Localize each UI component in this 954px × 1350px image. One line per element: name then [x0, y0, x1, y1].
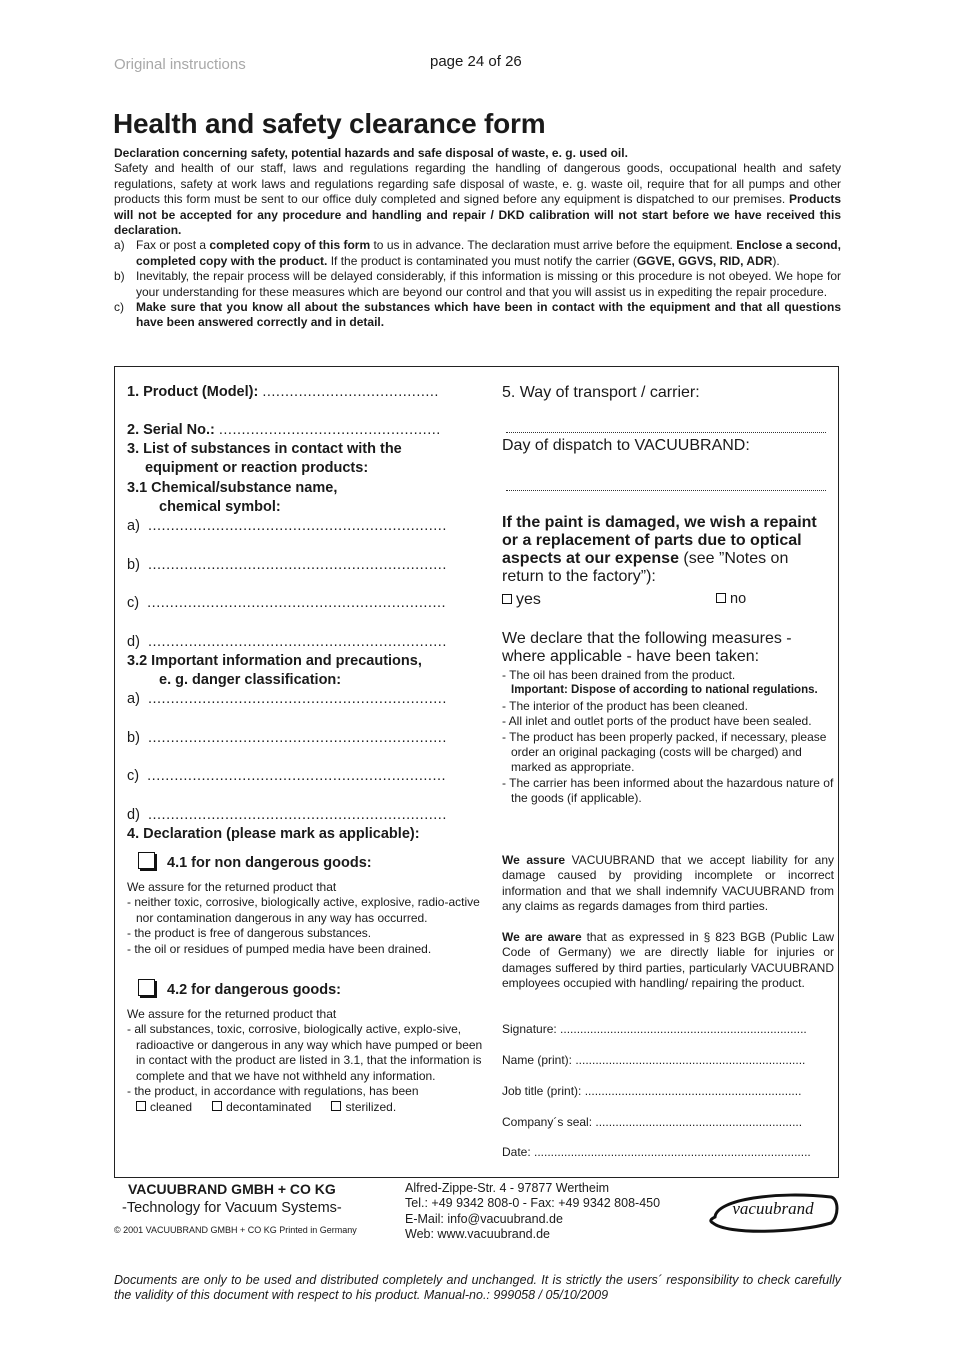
- substance-field-a[interactable]: a) ..................................................................: [127, 518, 447, 534]
- measures-heading: We declare that the following measures - where applicable - have been taken:: [502, 630, 792, 665]
- vacuubrand-logo: [707, 1187, 839, 1235]
- page-title: Health and safety clearance form: [113, 108, 546, 139]
- disclaimer: Documents are only to be used and distributed completely and unchanged. It is strictly the users´ responsibility to check carefully the validity of this document with respect to his product. Manual-no.: 999058 / 05/10/2009: [114, 1273, 841, 1302]
- section-3-2-heading: 3.2 Important information and precautions,: [127, 653, 422, 669]
- intro-item-a: a) Fax or post a completed copy of this form to us in advance. The declaration must arrive before the equipment. Enclose a second, completed copy with the product. If the product is contaminated you must notify the carrier (GGVE, GGVS, RID, ADR).: [114, 238, 841, 268]
- paint-yes-option[interactable]: yes: [502, 591, 834, 609]
- section-3-heading: 3. List of substances in contact with the: [127, 441, 402, 457]
- decontaminated-checkbox[interactable]: [212, 1101, 222, 1111]
- paint-no-option[interactable]: no: [716, 591, 746, 607]
- dangerous-text: We assure for the returned product that - all substances, toxic, corrosive, biologically active, explo-sive, radioactive or dangerous in any way which have pumped or been in contact with the product are listed in 3.1, that the information is complete and that we have not withheld any information. - the product, in accordance with regulations, has been cleaned decontaminated sterilized.: [127, 1007, 483, 1115]
- section-3-heading-cont: equipment or reaction products:: [145, 460, 369, 476]
- substance-field-c[interactable]: c) ..................................................................: [127, 595, 447, 611]
- precaution-field-b[interactable]: b) ..................................................................: [127, 730, 447, 746]
- precaution-field-d[interactable]: d) ..................................................................: [127, 807, 447, 823]
- section-5-heading: 5. Way of transport / carrier:: [502, 384, 700, 401]
- substance-field-b[interactable]: b) ..................................................................: [127, 557, 447, 573]
- assure-paragraph: We assure VACUUBRAND that we accept liability for any damage caused by providing incomplete or incorrect information and that we shall indemnify VACUUBRAND from any claims as regards damages from third parties.: [502, 853, 834, 914]
- non-dangerous-text: We assure for the returned product that - neither toxic, corrosive, biologically active, explosive, radio-active nor contamination dangerous in any way has occurred. - the product is free of dangerous substances. - the oil or residues of pumped media have been drained.: [127, 880, 480, 956]
- intro-item-c: c) Make sure that you know all about the substances which have been in contact with the equipment and that all questions have been answered correctly and in detail.: [114, 300, 841, 330]
- carrier-field[interactable]: [506, 432, 826, 433]
- precaution-field-c[interactable]: c) ..................................................................: [127, 768, 447, 784]
- cleaned-checkbox[interactable]: [136, 1101, 146, 1111]
- logo-text: vacuubrand: [732, 1199, 814, 1218]
- page-number: page 24 of 26: [430, 53, 522, 70]
- dispatch-label: Day of dispatch to VACUUBRAND:: [502, 437, 750, 454]
- sterilized-option[interactable]: sterilized.: [331, 1100, 396, 1114]
- header-label: Original instructions: [114, 56, 246, 73]
- dangerous-option[interactable]: 4.2 for dangerous goods:: [138, 979, 341, 998]
- company-tagline: -Technology for Vacuum Systems-: [122, 1200, 342, 1216]
- intro-bold-line: Declaration concerning safety, potential hazards and safe disposal of waste, e. g. used oil.: [114, 146, 628, 160]
- name-field[interactable]: Name (print): .....................................................................: [502, 1053, 806, 1067]
- job-title-field[interactable]: Job title (print): .................................................................: [502, 1084, 802, 1098]
- intro-paragraph: Safety and health of our staff, laws and regulations regarding the handling of dangerous goods, occupational health and safety regulations, safety at work laws and regulations regarding safe disposal of waste, e. g. waste oil, require that for all pumps and other products this form must be sent to our office duly completed and signed before any equipment is dispatched to our premises. Products will not be accepted for any procedure and handling and repair / DKD calibration will not start before we have received this declaration.: [114, 161, 841, 238]
- section-4-heading: 4. Declaration (please mark as applicable):: [127, 826, 420, 842]
- precaution-field-a[interactable]: a) ..................................................................: [127, 691, 447, 707]
- section-3-2-heading-cont: e. g. danger classification:: [159, 672, 342, 688]
- dangerous-checkbox[interactable]: [138, 979, 155, 996]
- section-3-1-heading-cont: chemical symbol:: [159, 499, 281, 515]
- dispatch-date-field[interactable]: [506, 490, 826, 491]
- measures-list: - The oil has been drained from the product. Important: Dispose of according to national regulations. - The interior of the product has been cleaned. - All inlet and outlet ports of the product have been sealed. - The product has been properly packed, if necessary, please order an original packaging (costs will be charged) and marked as appropriate. - The carrier has been informed about the hazardous nature of the goods (if applicable).: [502, 668, 834, 806]
- intro-item-b: b) Inevitably, the repair process will be delayed considerably, if this information is missing or this procedure is not obeyed. We hope for your understanding for these measures which are beyond our control and that you will assist us in expediting the repair procedure.: [114, 269, 841, 299]
- decontaminated-option[interactable]: decontaminated: [212, 1100, 311, 1114]
- company-seal-field[interactable]: Company´s seal: ..............................................................: [502, 1115, 803, 1129]
- serial-number-field[interactable]: 2. Serial No.: .................................................: [127, 422, 441, 438]
- substance-field-d[interactable]: d) ..................................................................: [127, 634, 447, 650]
- copyright: © 2001 VACUUBRAND GMBH + CO KG Printed in Germany: [114, 1225, 357, 1235]
- date-field[interactable]: Date: ...................................................................................: [502, 1145, 811, 1159]
- company-name: VACUUBRAND GMBH + CO KG: [128, 1181, 336, 1197]
- product-model-field[interactable]: 1. Product (Model): .......................................: [127, 384, 439, 400]
- aware-paragraph: We are aware that as expressed in § 823 BGB (Public Law Code of Germany) we are directly liable for injuries or damages suffered by third parties, particularly VACUUBRAND employees occupied with handling/ repairing the product.: [502, 930, 834, 991]
- signature-field[interactable]: Signature: ..........................................................................: [502, 1022, 807, 1036]
- paint-yes-checkbox[interactable]: [502, 594, 512, 604]
- cleaned-option[interactable]: cleaned: [136, 1100, 192, 1114]
- sterilized-checkbox[interactable]: [331, 1101, 341, 1111]
- non-dangerous-checkbox[interactable]: [138, 852, 155, 869]
- section-3-1-heading: 3.1 Chemical/substance name,: [127, 480, 338, 496]
- paint-option-text: If the paint is damaged, we wish a repaint or a replacement of parts due to optical aspects at our expense (see ”Notes on return to the factory”):: [502, 514, 817, 585]
- non-dangerous-option[interactable]: 4.1 for non dangerous goods:: [138, 852, 372, 871]
- company-address: Alfred-Zippe-Str. 4 - 97877 Wertheim Tel.: +49 9342 808-0 - Fax: +49 9342 808-450 E-Mail: info@vacuubrand.de Web: www.vacuubrand.de: [405, 1181, 661, 1242]
- paint-no-checkbox[interactable]: [716, 593, 726, 603]
- intro-text: [114, 146, 841, 331]
